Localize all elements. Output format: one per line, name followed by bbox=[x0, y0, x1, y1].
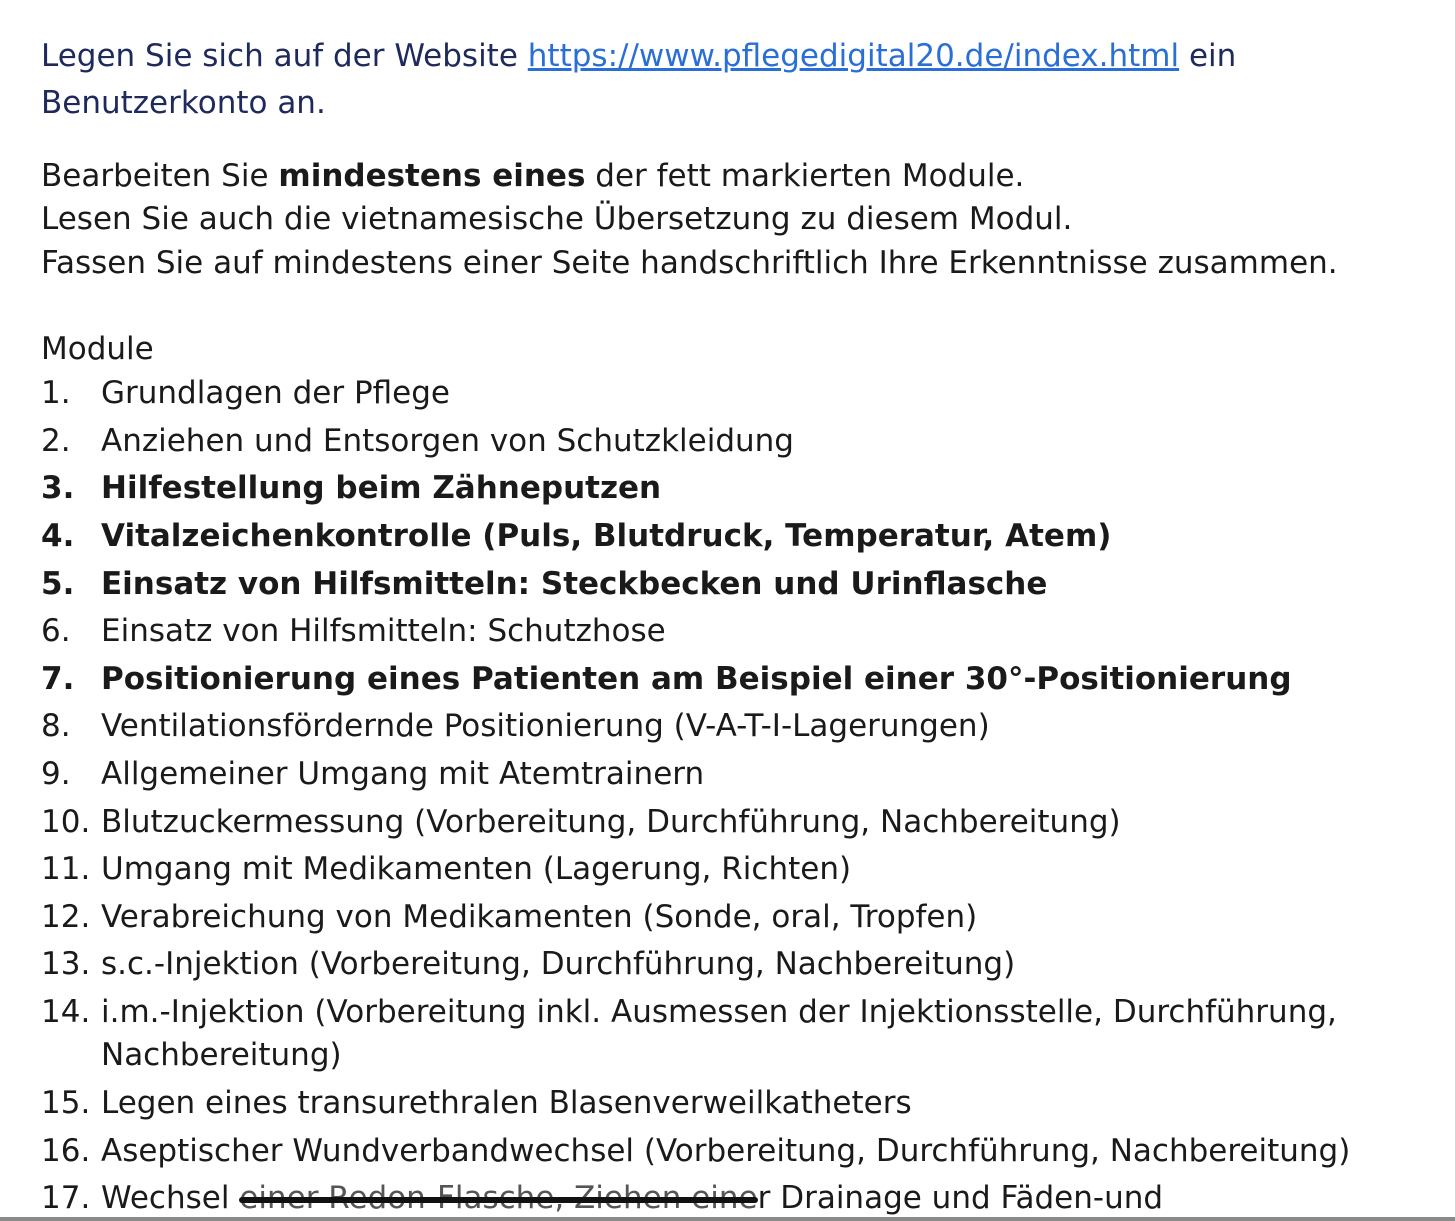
strikethrough-mark bbox=[239, 1197, 757, 1203]
module-number: 8. bbox=[41, 708, 71, 744]
module-text-prefix: Wechsel bbox=[101, 1180, 240, 1216]
instruction-line-1 bbox=[41, 156, 1024, 196]
intro-line-1 bbox=[41, 36, 1236, 76]
module-number: 11. bbox=[41, 851, 91, 887]
modules-heading: Module bbox=[41, 331, 154, 367]
module-text: Einsatz von Hilfsmitteln: Steckbecken und Urinflasche bbox=[101, 566, 1048, 602]
module-text: Allgemeiner Umgang mit Atemtrainern bbox=[101, 756, 705, 792]
module-text: Anziehen und Entsorgen von Schutzkleidung bbox=[101, 423, 794, 459]
module-text: i.m.-Injektion (Vorbereitung inkl. Ausmessen der Injektionsstelle, Durchführung, bbox=[101, 994, 1337, 1030]
module-text bbox=[101, 1178, 1163, 1218]
module-number: 7. bbox=[41, 661, 75, 697]
struck-text bbox=[239, 1178, 757, 1218]
module-text: Hilfestellung beim Zähneputzen bbox=[101, 470, 662, 506]
module-text: Vitalzeichenkontrolle (Puls, Blutdruck, Temperatur, Atem) bbox=[101, 518, 1112, 554]
module-number: 2. bbox=[41, 423, 71, 459]
intro-prefix: Legen Sie sich auf der Website bbox=[41, 38, 528, 74]
module-text: Legen eines transurethralen Blasenverweilkatheters bbox=[101, 1085, 912, 1121]
module-number: 3. bbox=[41, 470, 75, 506]
module-number: 4. bbox=[41, 518, 75, 554]
module-number: 5. bbox=[41, 566, 75, 602]
module-number: 14. bbox=[41, 994, 91, 1030]
page-bottom-divider bbox=[0, 1217, 1455, 1221]
module-text: s.c.-Injektion (Vorbereitung, Durchführung, Nachbereitung) bbox=[101, 946, 1016, 982]
instruction-suffix: der fett markierten Module. bbox=[585, 158, 1025, 194]
module-number: 9. bbox=[41, 756, 71, 792]
module-number: 17. bbox=[41, 1180, 91, 1216]
module-text-suffix: r Drainage und Fäden-und bbox=[757, 1180, 1164, 1216]
module-text: Blutzuckermessung (Vorbereitung, Durchführung, Nachbereitung) bbox=[101, 804, 1121, 840]
module-text: Aseptischer Wundverbandwechsel (Vorbereitung, Durchführung, Nachbereitung) bbox=[101, 1133, 1351, 1169]
module-text: Verabreichung von Medikamenten (Sonde, oral, Tropfen) bbox=[101, 899, 978, 935]
website-link[interactable]: https://www.pflegedigital20.de/index.html bbox=[527, 38, 1180, 74]
module-number: 15. bbox=[41, 1085, 91, 1121]
instruction-emphasis: mindestens eines bbox=[278, 158, 586, 194]
module-number: 6. bbox=[41, 613, 71, 649]
module-text: Umgang mit Medikamenten (Lagerung, Richten) bbox=[101, 851, 852, 887]
module-number: 13. bbox=[41, 946, 91, 982]
module-number: 10. bbox=[41, 804, 91, 840]
instruction-line-3: Fassen Sie auf mindestens einer Seite handschriftlich Ihre Erkenntnisse zusammen. bbox=[41, 245, 1338, 281]
intro-line-2: Benutzerkonto an. bbox=[41, 85, 326, 121]
instruction-prefix: Bearbeiten Sie bbox=[41, 158, 279, 194]
module-text: Ventilationsfördernde Positionierung (V-A-T-I-Lagerungen) bbox=[101, 708, 990, 744]
module-text: Positionierung eines Patienten am Beispiel einer 30°-Positionierung bbox=[101, 661, 1292, 697]
instruction-line-2: Lesen Sie auch die vietnamesische Übersetzung zu diesem Modul. bbox=[41, 201, 1073, 237]
module-text-continued: Nachbereitung) bbox=[101, 1037, 342, 1073]
intro-suffix: ein bbox=[1179, 38, 1237, 74]
module-number: 1. bbox=[41, 375, 71, 411]
module-text: Einsatz von Hilfsmitteln: Schutzhose bbox=[101, 613, 666, 649]
module-number: 12. bbox=[41, 899, 91, 935]
module-text: Grundlagen der Pflege bbox=[101, 375, 450, 411]
module-number: 16. bbox=[41, 1133, 91, 1169]
